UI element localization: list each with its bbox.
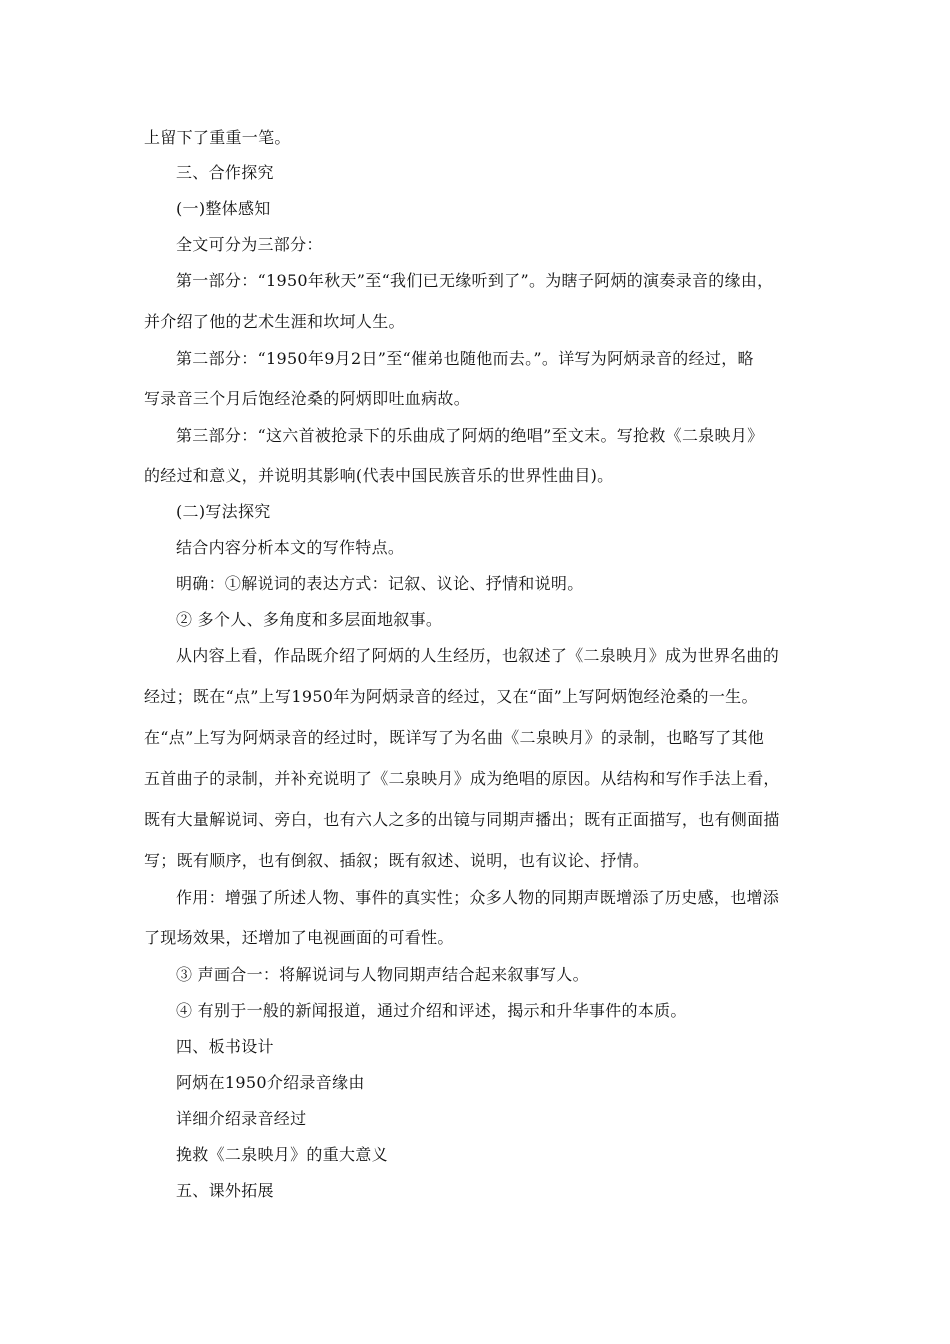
- section-heading: 三、合作探究: [176, 163, 274, 182]
- subsection-heading: (一)整体感知: [176, 199, 271, 218]
- text-line: 的经过和意义，并说明其影响(代表中国民族音乐的世界性曲目)。: [144, 466, 614, 485]
- text-line: ④ 有别于一般的新闻报道，通过介绍和评述，揭示和升华事件的本质。: [176, 1001, 687, 1020]
- text-line: 第一部分：“1950年秋天”至“我们已无缘听到了”。为瞎子阿炳的演奏录音的缘由，: [176, 271, 774, 290]
- section-heading: 四、板书设计: [176, 1037, 274, 1056]
- subsection-heading: (二)写法探究: [176, 502, 271, 521]
- text-line: 结合内容分析本文的写作特点。: [176, 538, 405, 557]
- text-line: 写；既有顺序，也有倒叙、插叙；既有叙述、说明，也有议论、抒情。: [144, 851, 650, 870]
- text-line: 阿炳在1950介绍录音缘由: [176, 1073, 365, 1092]
- section-heading: 五、课外拓展: [176, 1181, 274, 1200]
- text-line: ③ 声画合一：将解说词与人物同期声结合起来叙事写人。: [176, 965, 589, 984]
- text-line: ② 多个人、多角度和多层面地叙事。: [176, 610, 443, 629]
- text-line: 并介绍了他的艺术生涯和坎坷人生。: [144, 312, 405, 331]
- text-line: 全文可分为三部分：: [176, 235, 323, 254]
- text-line: 从内容上看，作品既介绍了阿炳的人生经历，也叙述了《二泉映月》成为世界名曲的: [176, 646, 780, 665]
- text-line: 五首曲子的录制，并补充说明了《二泉映月》成为绝唱的原因。从结构和写作手法上看，: [144, 769, 780, 788]
- text-line: 了现场效果，还增加了电视画面的可看性。: [144, 928, 454, 947]
- text-line: 写录音三个月后饱经沧桑的阿炳即吐血病故。: [144, 389, 471, 408]
- text-line: 详细介绍录音经过: [176, 1109, 307, 1128]
- text-line: 作用：增强了所述人物、事件的真实性；众多人物的同期声既增添了历史感，也增添: [176, 888, 780, 907]
- text-line: 经过；既在“点”上写1950年为阿炳录音的经过，又在“面”上写阿炳饱经沧桑的一生。: [144, 687, 758, 706]
- text-line: 既有大量解说词、旁白，也有六人之多的出镜与同期声播出；既有正面描写，也有侧面描: [144, 810, 780, 829]
- text-line: 第二部分：“1950年9月2日”至“催弟也随他而去。”。详写为阿炳录音的经过，略: [176, 349, 754, 368]
- text-line: 第三部分：“这六首被抢录下的乐曲成了阿炳的绝唱”至文末。写抢救《二泉映月》: [176, 426, 764, 445]
- text-line: 在“点”上写为阿炳录音的经过时，既详写了为名曲《二泉映月》的录制，也略写了其他: [144, 728, 765, 747]
- text-line: 上留下了重重一笔。: [144, 128, 291, 147]
- text-line: 明确：①解说词的表达方式：记叙、议论、抒情和说明。: [176, 574, 584, 593]
- text-line: 挽救《二泉映月》的重大意义: [176, 1145, 388, 1164]
